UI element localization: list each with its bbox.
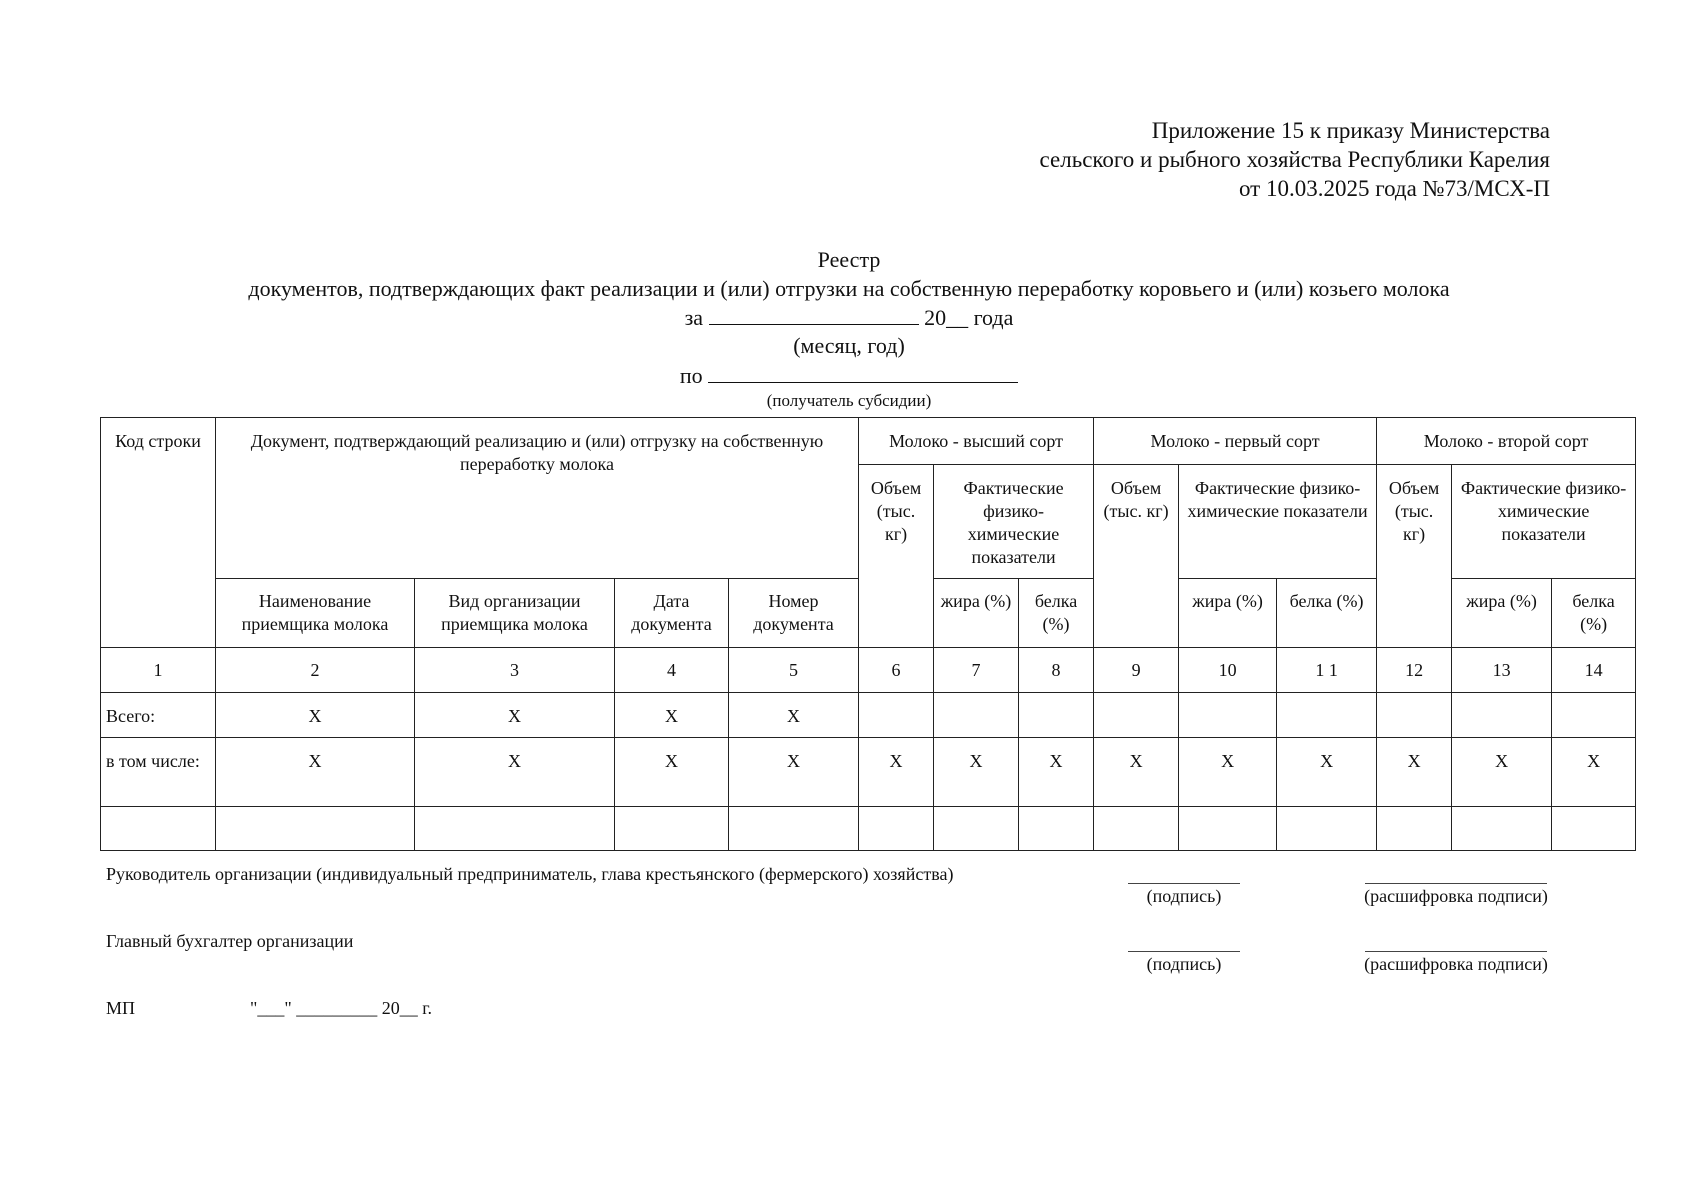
header-line-1: Приложение 15 к приказу Министерства xyxy=(1151,118,1550,143)
header-receiver-name: Наименование приемщика молока xyxy=(216,579,415,648)
header-code: Код строки xyxy=(101,418,216,648)
header-protein-second: белка (%) xyxy=(1552,579,1636,648)
x-mark: Х xyxy=(216,738,415,807)
table-cell[interactable] xyxy=(101,807,216,851)
table-cell[interactable] xyxy=(1377,807,1452,851)
table-cell[interactable] xyxy=(1552,693,1636,738)
table-cell[interactable] xyxy=(1277,693,1377,738)
col-number: 3 xyxy=(415,648,615,693)
x-mark: Х xyxy=(415,738,615,807)
table-cell[interactable] xyxy=(1277,807,1377,851)
x-mark: Х xyxy=(415,693,615,738)
total-label: Всего: xyxy=(101,693,216,738)
header-doc-date: Дата документа xyxy=(615,579,729,648)
x-mark: Х xyxy=(1019,738,1094,807)
table-cell[interactable] xyxy=(1377,693,1452,738)
header-volume-first: Объем (тыс. кг) xyxy=(1094,465,1179,648)
table-cell[interactable] xyxy=(1019,693,1094,738)
x-mark: Х xyxy=(1552,738,1636,807)
x-mark: Х xyxy=(1277,738,1377,807)
accountant-decoding-caption: (расшифровка подписи) xyxy=(1364,954,1548,974)
header-fat-first: жира (%) xyxy=(1179,579,1277,648)
period-month-field[interactable] xyxy=(709,304,919,325)
col-number: 9 xyxy=(1094,648,1179,693)
header-volume-second: Объем (тыс. кг) xyxy=(1377,465,1452,648)
recipient-field[interactable] xyxy=(708,362,1018,383)
total-row xyxy=(101,693,1636,738)
x-mark: Х xyxy=(615,693,729,738)
period-prefix: за xyxy=(684,305,704,330)
header-second-grade: Молоко - второй сорт xyxy=(1377,418,1636,465)
x-mark: Х xyxy=(859,738,934,807)
date-line: "___" _________ 20__ г. xyxy=(250,998,433,1018)
accountant-decoding-line[interactable] xyxy=(1365,951,1547,952)
col-number: 10 xyxy=(1179,648,1277,693)
x-mark: Х xyxy=(1094,738,1179,807)
x-mark: Х xyxy=(1179,738,1277,807)
table-cell[interactable] xyxy=(1452,693,1552,738)
period-year: 20__ года xyxy=(924,305,1014,330)
table-cell[interactable] xyxy=(1452,807,1552,851)
stamp-label: МП xyxy=(106,998,136,1018)
header-volume-top: Объем (тыс. кг) xyxy=(859,465,934,648)
header-top-grade: Молоко - высший сорт xyxy=(859,418,1094,465)
header-doc-number: Номер документа xyxy=(729,579,859,648)
including-row xyxy=(101,738,1636,807)
table-cell[interactable] xyxy=(934,807,1019,851)
head-signature-line[interactable] xyxy=(1128,883,1240,884)
empty-row xyxy=(101,807,1636,851)
head-label: Руководитель организации (индивидуальный предприниматель, глава крестьянского (фермерского) хозяйства) xyxy=(106,864,954,884)
table-cell[interactable] xyxy=(859,807,934,851)
col-number: 13 xyxy=(1452,648,1552,693)
x-mark: Х xyxy=(1377,738,1452,807)
col-number: 1 1 xyxy=(1277,648,1377,693)
x-mark: Х xyxy=(934,738,1019,807)
x-mark: Х xyxy=(729,693,859,738)
recipient-caption: (получатель субсидии) xyxy=(766,391,932,410)
col-number: 2 xyxy=(216,648,415,693)
accountant-signature-line[interactable] xyxy=(1128,951,1240,952)
table-cell[interactable] xyxy=(934,693,1019,738)
table-cell[interactable] xyxy=(1094,693,1179,738)
table-cell[interactable] xyxy=(615,807,729,851)
header-first-grade: Молоко - первый сорт xyxy=(1094,418,1377,465)
header-line-2: сельского и рыбного хозяйства Республики Карелия xyxy=(1039,147,1550,172)
table-cell[interactable] xyxy=(1019,807,1094,851)
col-number: 1 xyxy=(101,648,216,693)
period-caption: (месяц, год) xyxy=(793,333,905,358)
x-mark: Х xyxy=(216,693,415,738)
accountant-label: Главный бухгалтер организации xyxy=(106,931,354,951)
table-cell[interactable] xyxy=(415,807,615,851)
registry-table xyxy=(100,417,1636,851)
header-row-1 xyxy=(101,418,1636,465)
head-signature-caption: (подпись) xyxy=(1146,886,1222,906)
header-org-type: Вид организации приемщика молока xyxy=(415,579,615,648)
header-fat-top: жира (%) xyxy=(934,579,1019,648)
table-cell[interactable] xyxy=(1094,807,1179,851)
including-label: в том числе: xyxy=(101,738,216,807)
document-header xyxy=(1040,116,1550,203)
document-title xyxy=(150,245,1548,303)
col-number: 7 xyxy=(934,648,1019,693)
table-cell[interactable] xyxy=(859,693,934,738)
x-mark: Х xyxy=(1452,738,1552,807)
col-number: 6 xyxy=(859,648,934,693)
title-line-2: документов, подтверждающих факт реализации и (или) отгрузки на собственную переработку коровьего и (или) козьего молока xyxy=(248,276,1450,301)
table-cell[interactable] xyxy=(1179,807,1277,851)
col-number: 14 xyxy=(1552,648,1636,693)
table-cell[interactable] xyxy=(729,807,859,851)
header-line-3: от 10.03.2025 года №73/МСХ-П xyxy=(1238,176,1550,201)
header-facts-first: Фактические физико-химические показатели xyxy=(1179,465,1377,579)
col-number: 4 xyxy=(615,648,729,693)
header-facts-second: Фактические физико-химические показатели xyxy=(1452,465,1636,579)
header-facts-top: Фактические физико-химические показатели xyxy=(934,465,1094,579)
recipient-line xyxy=(150,362,1548,390)
header-protein-top: белка (%) xyxy=(1019,579,1094,648)
recipient-prefix: по xyxy=(679,363,703,388)
table-cell[interactable] xyxy=(216,807,415,851)
col-number: 12 xyxy=(1377,648,1452,693)
col-number: 8 xyxy=(1019,648,1094,693)
x-mark: Х xyxy=(729,738,859,807)
header-fat-second: жира (%) xyxy=(1452,579,1552,648)
column-number-row xyxy=(101,648,1636,693)
head-decoding-caption: (расшифровка подписи) xyxy=(1364,886,1548,906)
table-cell[interactable] xyxy=(1179,693,1277,738)
header-document: Документ, подтверждающий реализацию и (или) отгрузку на собственную переработку молока xyxy=(216,418,859,579)
period-line xyxy=(150,304,1548,332)
header-protein-first: белка (%) xyxy=(1277,579,1377,648)
x-mark: Х xyxy=(615,738,729,807)
title-line-1: Реестр xyxy=(817,247,881,272)
head-decoding-line[interactable] xyxy=(1365,883,1547,884)
col-number: 5 xyxy=(729,648,859,693)
accountant-signature-caption: (подпись) xyxy=(1146,954,1222,974)
table-cell[interactable] xyxy=(1552,807,1636,851)
